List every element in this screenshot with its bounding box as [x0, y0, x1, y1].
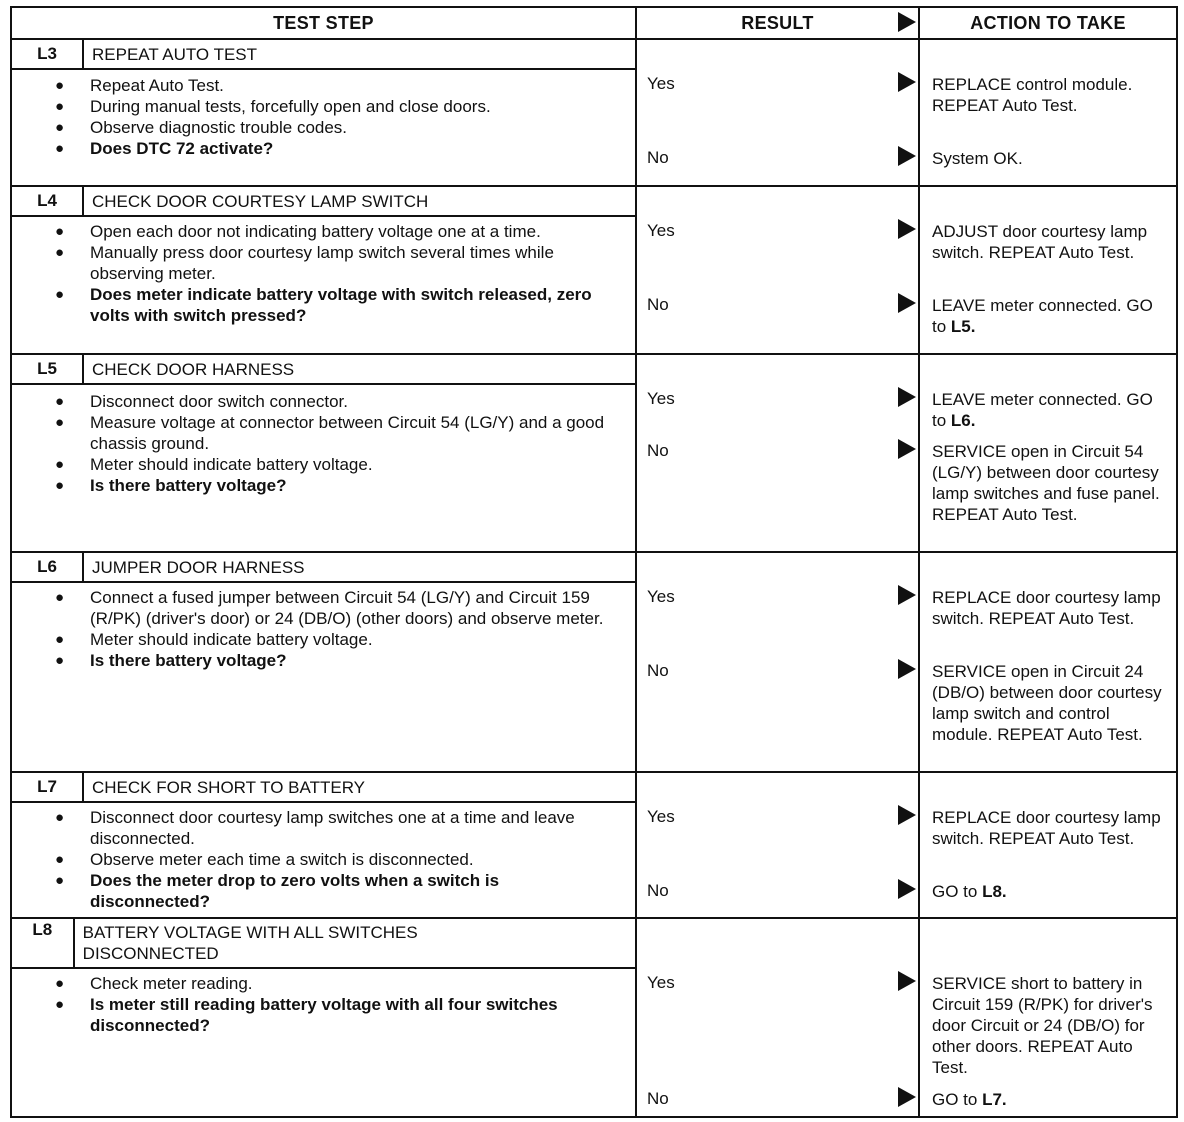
result-no: No [647, 295, 669, 314]
step-id: L7 [12, 773, 84, 801]
step-reference: L5. [950, 317, 976, 336]
no-action-text: LEAVE meter connected. GO to [932, 296, 1153, 336]
yes-action [932, 389, 1170, 431]
step-question: ● Is there battery voltage? [90, 650, 605, 671]
action-cell [919, 354, 1177, 552]
arrow-icon [898, 1087, 916, 1107]
arrow-icon [898, 12, 916, 32]
step-title: CHECK FOR SHORT TO BATTERY [92, 777, 365, 797]
step-row-l8 [11, 918, 1177, 1117]
bullet-item: ● Check meter reading. [90, 973, 605, 994]
bullet-item: ● Repeat Auto Test. [90, 75, 605, 96]
step-question: ● Does meter indicate battery voltage with switch released, zero volts with switch pressed? [90, 284, 605, 326]
step-bullets [12, 969, 635, 1036]
result-yes: Yes [647, 807, 675, 826]
result-cell [636, 39, 919, 186]
arrow-icon [898, 219, 916, 239]
arrow-icon [898, 387, 916, 407]
yes-action: REPLACE control module. REPEAT Auto Test. [932, 75, 1133, 115]
step-id: L5 [12, 355, 84, 383]
result-yes: Yes [647, 973, 675, 992]
no-action: SERVICE open in Circuit 54 (LG/Y) between door courtesy lamp switches and fuse panel. REPEAT Auto Test. [932, 442, 1160, 524]
step-row-l5 [11, 354, 1177, 552]
no-action-text: GO to [932, 1090, 978, 1109]
step-cell [11, 772, 636, 918]
step-header [12, 553, 635, 583]
step-bullets [12, 803, 635, 912]
step-header [12, 355, 635, 385]
step-bullets [12, 385, 635, 496]
step-header [12, 919, 635, 969]
step-question: ● Is meter still reading battery voltage with all four switches disconnected? [90, 994, 605, 1036]
result-no: No [647, 441, 669, 460]
arrow-icon [898, 805, 916, 825]
step-reference: L6. [950, 411, 976, 430]
bullet-item: ● Connect a fused jumper between Circuit 54 (LG/Y) and Circuit 159 (R/PK) (driver's door) or 24 (DB/O) (other doors) and observe meter. [90, 587, 605, 629]
bullet-item: ● Disconnect door courtesy lamp switches one at a time and leave disconnected. [90, 807, 605, 849]
arrow-icon [898, 879, 916, 899]
result-cell [636, 552, 919, 772]
header-action: ACTION TO TAKE [919, 7, 1177, 39]
result-no: No [647, 881, 669, 900]
yes-action: REPLACE door courtesy lamp switch. REPEAT Auto Test. [932, 588, 1161, 628]
result-cell [636, 772, 919, 918]
result-yes: Yes [647, 221, 675, 240]
bullet-item: ● Observe diagnostic trouble codes. [90, 117, 605, 138]
step-title: CHECK DOOR HARNESS [92, 359, 295, 379]
header-result [636, 7, 919, 39]
step-row-l3 [11, 39, 1177, 186]
step-title: CHECK DOOR COURTESY LAMP SWITCH [92, 191, 429, 211]
step-row-l6 [11, 552, 1177, 772]
arrow-icon [898, 585, 916, 605]
step-header [12, 773, 635, 803]
step-cell [11, 186, 636, 354]
step-header [12, 40, 635, 70]
step-title: BATTERY VOLTAGE WITH ALL SWITCHES DISCONNECTED [82, 923, 418, 963]
step-bullets [12, 217, 635, 326]
arrow-icon [898, 971, 916, 991]
yes-action: REPLACE door courtesy lamp switch. REPEAT Auto Test. [932, 808, 1161, 848]
step-id: L6 [12, 553, 84, 581]
step-cell [11, 39, 636, 186]
diagnostic-table [10, 6, 1178, 1118]
bullet-item: ● Manually press door courtesy lamp switch several times while observing meter. [90, 242, 605, 284]
result-no: No [647, 661, 669, 680]
step-id: L8 [12, 918, 75, 968]
no-action: System OK. [932, 149, 1023, 168]
yes-action: ADJUST door courtesy lamp switch. REPEAT Auto Test. [932, 222, 1148, 262]
step-question: ● Does the meter drop to zero volts when a switch is disconnected? [90, 870, 605, 912]
arrow-icon [898, 293, 916, 313]
arrow-icon [898, 146, 916, 166]
no-action: SERVICE open in Circuit 24 (DB/O) between door courtesy lamp switch and control module. REPEAT Auto Test. [932, 662, 1162, 744]
no-action [932, 1089, 1170, 1110]
result-yes: Yes [647, 587, 675, 606]
bullet-item: ● Meter should indicate battery voltage. [90, 454, 605, 475]
result-yes: Yes [647, 389, 675, 408]
step-reference: L8. [982, 882, 1007, 901]
result-cell [636, 918, 919, 1117]
no-action [932, 295, 1170, 337]
step-row-l7 [11, 772, 1177, 918]
arrow-icon [898, 72, 916, 92]
step-title: JUMPER DOOR HARNESS [92, 557, 305, 577]
result-yes: Yes [647, 74, 675, 93]
result-cell [636, 186, 919, 354]
step-bullets [12, 70, 635, 159]
arrow-icon [898, 659, 916, 679]
action-cell [919, 186, 1177, 354]
step-question: ● Is there battery voltage? [90, 475, 605, 496]
action-cell [919, 39, 1177, 186]
step-question: ● Does DTC 72 activate? [90, 138, 605, 159]
no-action [932, 881, 1170, 902]
bullet-item: ● During manual tests, forcefully open and close doors. [90, 96, 605, 117]
step-cell [11, 552, 636, 772]
action-cell [919, 918, 1177, 1117]
action-cell [919, 772, 1177, 918]
bullet-item: ● Meter should indicate battery voltage. [90, 629, 605, 650]
step-id: L4 [12, 187, 84, 215]
result-cell [636, 354, 919, 552]
step-row-l4 [11, 186, 1177, 354]
bullet-item: ● Open each door not indicating battery voltage one at a time. [90, 221, 605, 242]
result-no: No [647, 1089, 669, 1108]
arrow-icon [898, 439, 916, 459]
yes-action-text: LEAVE meter connected. GO to [932, 390, 1153, 430]
step-cell [11, 918, 636, 1117]
no-action-text: GO to [932, 882, 978, 901]
bullet-item: ● Measure voltage at connector between Circuit 54 (LG/Y) and a good chassis ground. [90, 412, 605, 454]
bullet-item: ● Observe meter each time a switch is disconnected. [90, 849, 605, 870]
step-title: REPEAT AUTO TEST [92, 44, 258, 64]
step-id: L3 [12, 40, 84, 68]
step-bullets [12, 583, 635, 671]
step-header [12, 187, 635, 217]
step-cell [11, 354, 636, 552]
action-cell [919, 552, 1177, 772]
header-test-step: TEST STEP [11, 7, 636, 39]
yes-action: SERVICE short to battery in Circuit 159 (R/PK) for driver's door Circuit or 24 (DB/O) for other doors. REPEAT Auto Test. [932, 974, 1153, 1077]
step-reference: L7. [982, 1090, 1007, 1109]
header-result-label: RESULT [741, 12, 814, 33]
bullet-item: ● Disconnect door switch connector. [90, 391, 605, 412]
result-no: No [647, 148, 669, 167]
